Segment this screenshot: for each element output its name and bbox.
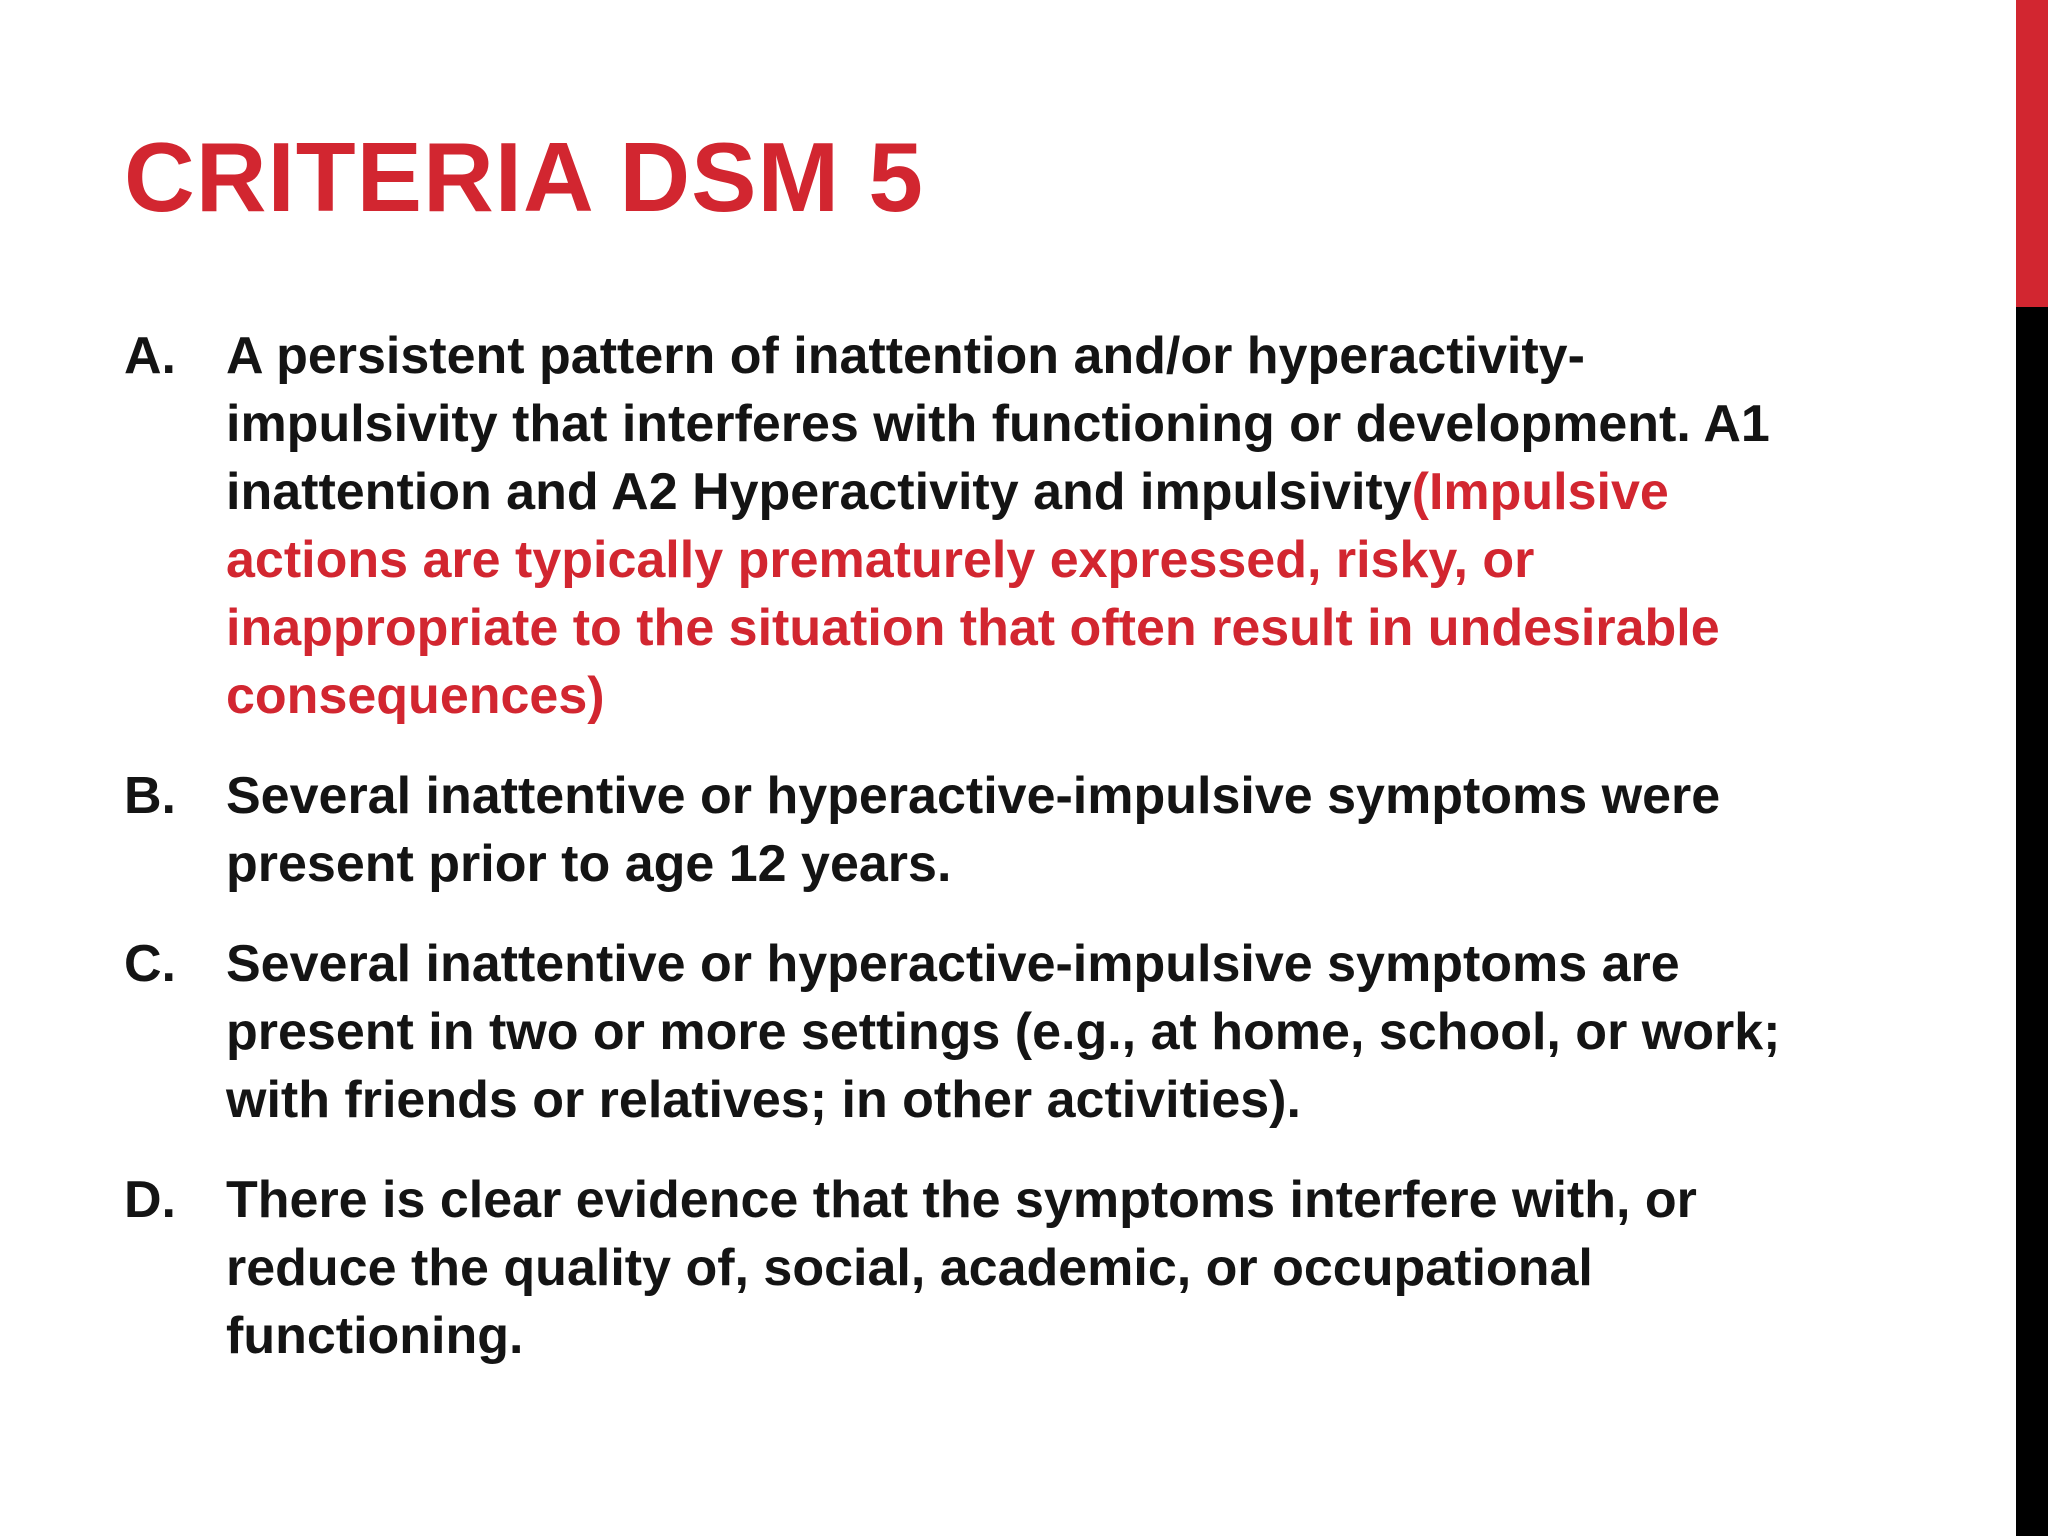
criterion-c bbox=[124, 930, 1824, 1134]
criterion-b bbox=[124, 762, 1824, 898]
criterion-marker: C. bbox=[124, 935, 176, 993]
criteria-list bbox=[124, 322, 1824, 1402]
criterion-marker: B. bbox=[124, 767, 176, 825]
criterion-text: Several inattentive or hyperactive-impulsive symptoms were present prior to age 12 years. bbox=[226, 767, 1721, 893]
criterion-text: Several inattentive or hyperactive-impulsive symptoms are present in two or more settings (e.g., at home, school, or work; with friends or relatives; in other activities). bbox=[226, 935, 1781, 1129]
criterion-d bbox=[124, 1166, 1824, 1370]
criterion-highlight: (Impulsive actions are typically prematurely expressed, risky, or inappropriate to the situation that often result in undesirable consequences) bbox=[226, 463, 1720, 725]
slide-title: CRITERIA DSM 5 bbox=[124, 122, 924, 232]
accent-bar-red bbox=[2016, 0, 2048, 307]
criterion-text: A persistent pattern of inattention and/or hyperactivity-impulsivity that interferes with functioning or development. A1 inattention and A2 Hyperactivity and impulsivity bbox=[226, 327, 1770, 521]
criterion-marker: D. bbox=[124, 1171, 176, 1229]
criterion-marker: A. bbox=[124, 327, 176, 385]
criterion-text: There is clear evidence that the symptoms interfere with, or reduce the quality of, social, academic, or occupational functioning. bbox=[226, 1171, 1697, 1365]
criterion-a bbox=[124, 322, 1824, 730]
accent-bar-black bbox=[2016, 307, 2048, 1536]
